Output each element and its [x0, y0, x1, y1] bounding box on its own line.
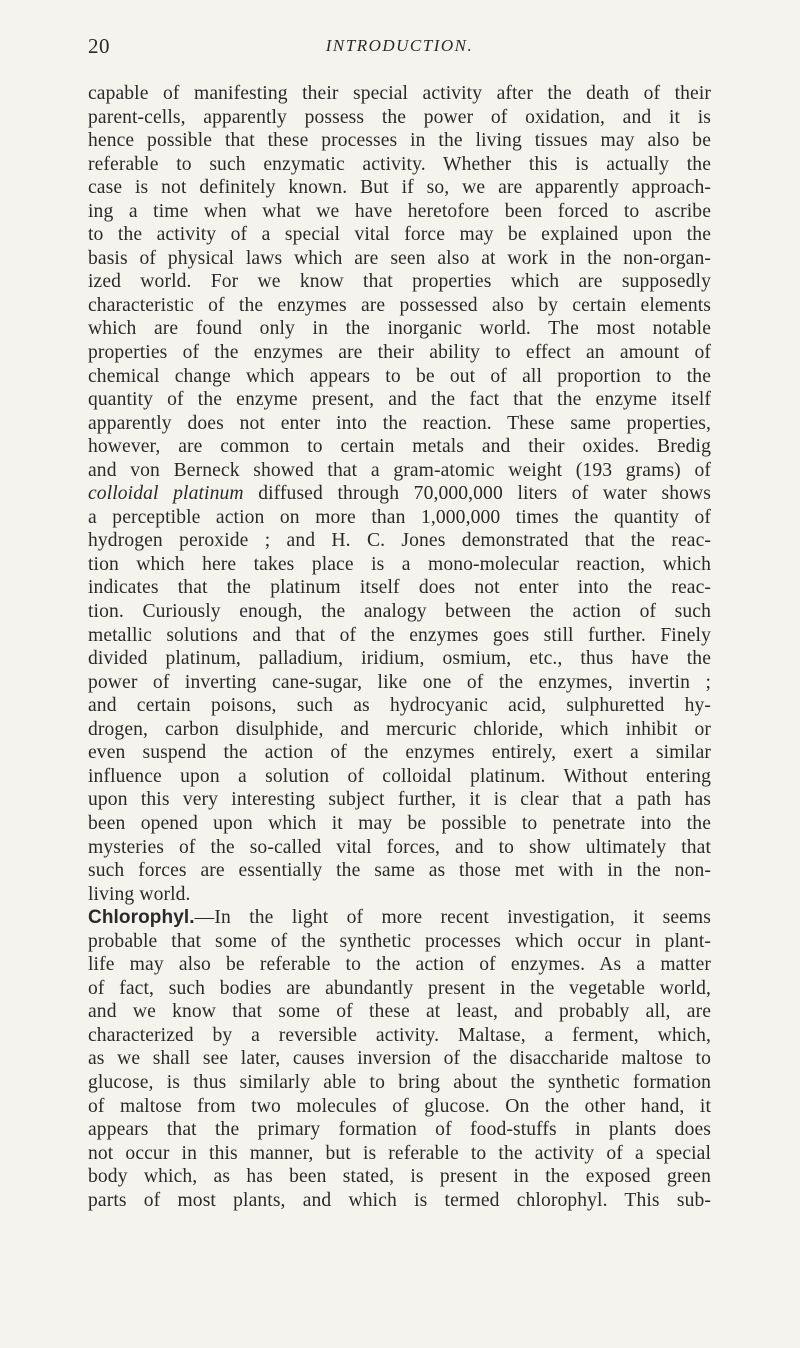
text-line: and von Berneck showed that a gram-atomic weight (193 grams) of — [88, 459, 711, 481]
text-line: upon this very interesting subject further, it is clear that a path has — [88, 789, 711, 811]
text-line: power of inverting cane-sugar, like one of the enzymes, invertin ; — [88, 671, 711, 693]
text-line: parent-cells, apparently possess the power of oxidation, and it is — [88, 106, 711, 128]
body-text — [88, 82, 711, 1212]
text-line: capable of manifesting their special activity after the death of their — [88, 83, 711, 104]
text-line: been opened upon which it may be possible to penetrate into the — [88, 812, 711, 834]
text-line: properties of the enzymes are their ability to effect an amount of — [88, 342, 711, 364]
running-head — [88, 34, 711, 58]
text-line: not occur in this manner, but is referable to the activity of a special — [88, 1142, 711, 1164]
text-line: case is not definitely known. But if so, we are apparently approach- — [88, 177, 711, 199]
text-line: tion. Curiously enough, the analogy between the action of such — [88, 601, 711, 623]
text-line: mysteries of the so-called vital forces, and to show ultimately that — [88, 836, 711, 858]
text-line: appears that the primary formation of food-stuffs in plants does — [88, 1119, 711, 1141]
running-title: INTRODUCTION. — [325, 36, 474, 55]
text-line: ing a time when what we have heretofore been forced to ascribe — [88, 200, 711, 222]
text-line: probable that some of the synthetic processes which occur in plant- — [88, 930, 711, 952]
text-line — [88, 482, 711, 506]
line-text: diffused through 70,000,000 liters of water shows — [243, 483, 711, 505]
text-line: to the activity of a special vital force may be explained upon the — [88, 224, 711, 246]
text-line: even suspend the action of the enzymes entirely, exert a similar — [88, 742, 711, 764]
text-line: indicates that the platinum itself does not enter into the reac- — [88, 577, 711, 599]
text-line: body which, as has been stated, is present in the exposed green — [88, 1166, 711, 1188]
text-line — [88, 906, 711, 930]
text-line: as we shall see later, causes inversion of the disaccharide maltose to — [88, 1048, 711, 1070]
page-number: 20 — [88, 34, 110, 58]
text-line: ized world. For we know that properties which are supposedly — [88, 271, 711, 293]
text-line: and certain poisons, such as hydrocyanic acid, sulphuretted hy- — [88, 695, 711, 717]
text-line: metallic solutions and that of the enzymes goes still further. Finely — [88, 624, 711, 646]
text-line: basis of physical laws which are seen also at work in the non-organ- — [88, 247, 711, 269]
text-line: which are found only in the inorganic world. The most notable — [88, 318, 711, 340]
text-line: such forces are essentially the same as those met with in the non- — [88, 860, 711, 882]
text-line: parts of most plants, and which is termed chlorophyl. This sub- — [88, 1189, 711, 1211]
text-line: tion which here takes place is a mono-molecular reaction, which — [88, 553, 711, 575]
text-line: of maltose from two molecules of glucose. On the other hand, it — [88, 1095, 711, 1117]
text-line: drogen, carbon disulphide, and mercuric chloride, which inhibit or — [88, 718, 711, 740]
text-line: characterized by a reversible activity. Maltase, a ferment, which, — [88, 1024, 711, 1046]
text-line: a perceptible action on more than 1,000,000 times the quantity of — [88, 506, 711, 528]
section-heading: Chlorophyl. — [88, 907, 195, 929]
text-line: of fact, such bodies are abundantly present in the vegetable world, — [88, 977, 711, 999]
text-line: glucose, is thus similarly able to bring about the synthetic formation — [88, 1071, 711, 1093]
text-line: hence possible that these processes in the living tissues may also be — [88, 130, 711, 152]
text-line: divided platinum, palladium, iridium, osmium, etc., thus have the — [88, 648, 711, 670]
text-line: however, are common to certain metals and their oxides. Bredig — [88, 436, 711, 458]
text-line: referable to such enzymatic activity. Whether this is actually the — [88, 153, 711, 175]
text-line: influence upon a solution of colloidal platinum. Without entering — [88, 765, 711, 787]
text-line: hydrogen peroxide ; and H. C. Jones demonstrated that the reac- — [88, 530, 711, 552]
text-line: quantity of the enzyme present, and the fact that the enzyme itself — [88, 389, 711, 411]
text-line: chemical change which appears to be out of all proportion to the — [88, 365, 711, 387]
text-line: life may also be referable to the action of enzymes. As a matter — [88, 954, 711, 976]
italic-term: colloidal platinum — [88, 483, 244, 505]
text-line: living world. — [88, 883, 191, 905]
line-text: —In the light of more recent investigation, it seems — [194, 907, 711, 929]
text-line: apparently does not enter into the reaction. These same properties, — [88, 412, 711, 434]
text-line: and we know that some of these at least, and probably all, are — [88, 1001, 711, 1023]
text-line: characteristic of the enzymes are possessed also by certain elements — [88, 294, 711, 316]
